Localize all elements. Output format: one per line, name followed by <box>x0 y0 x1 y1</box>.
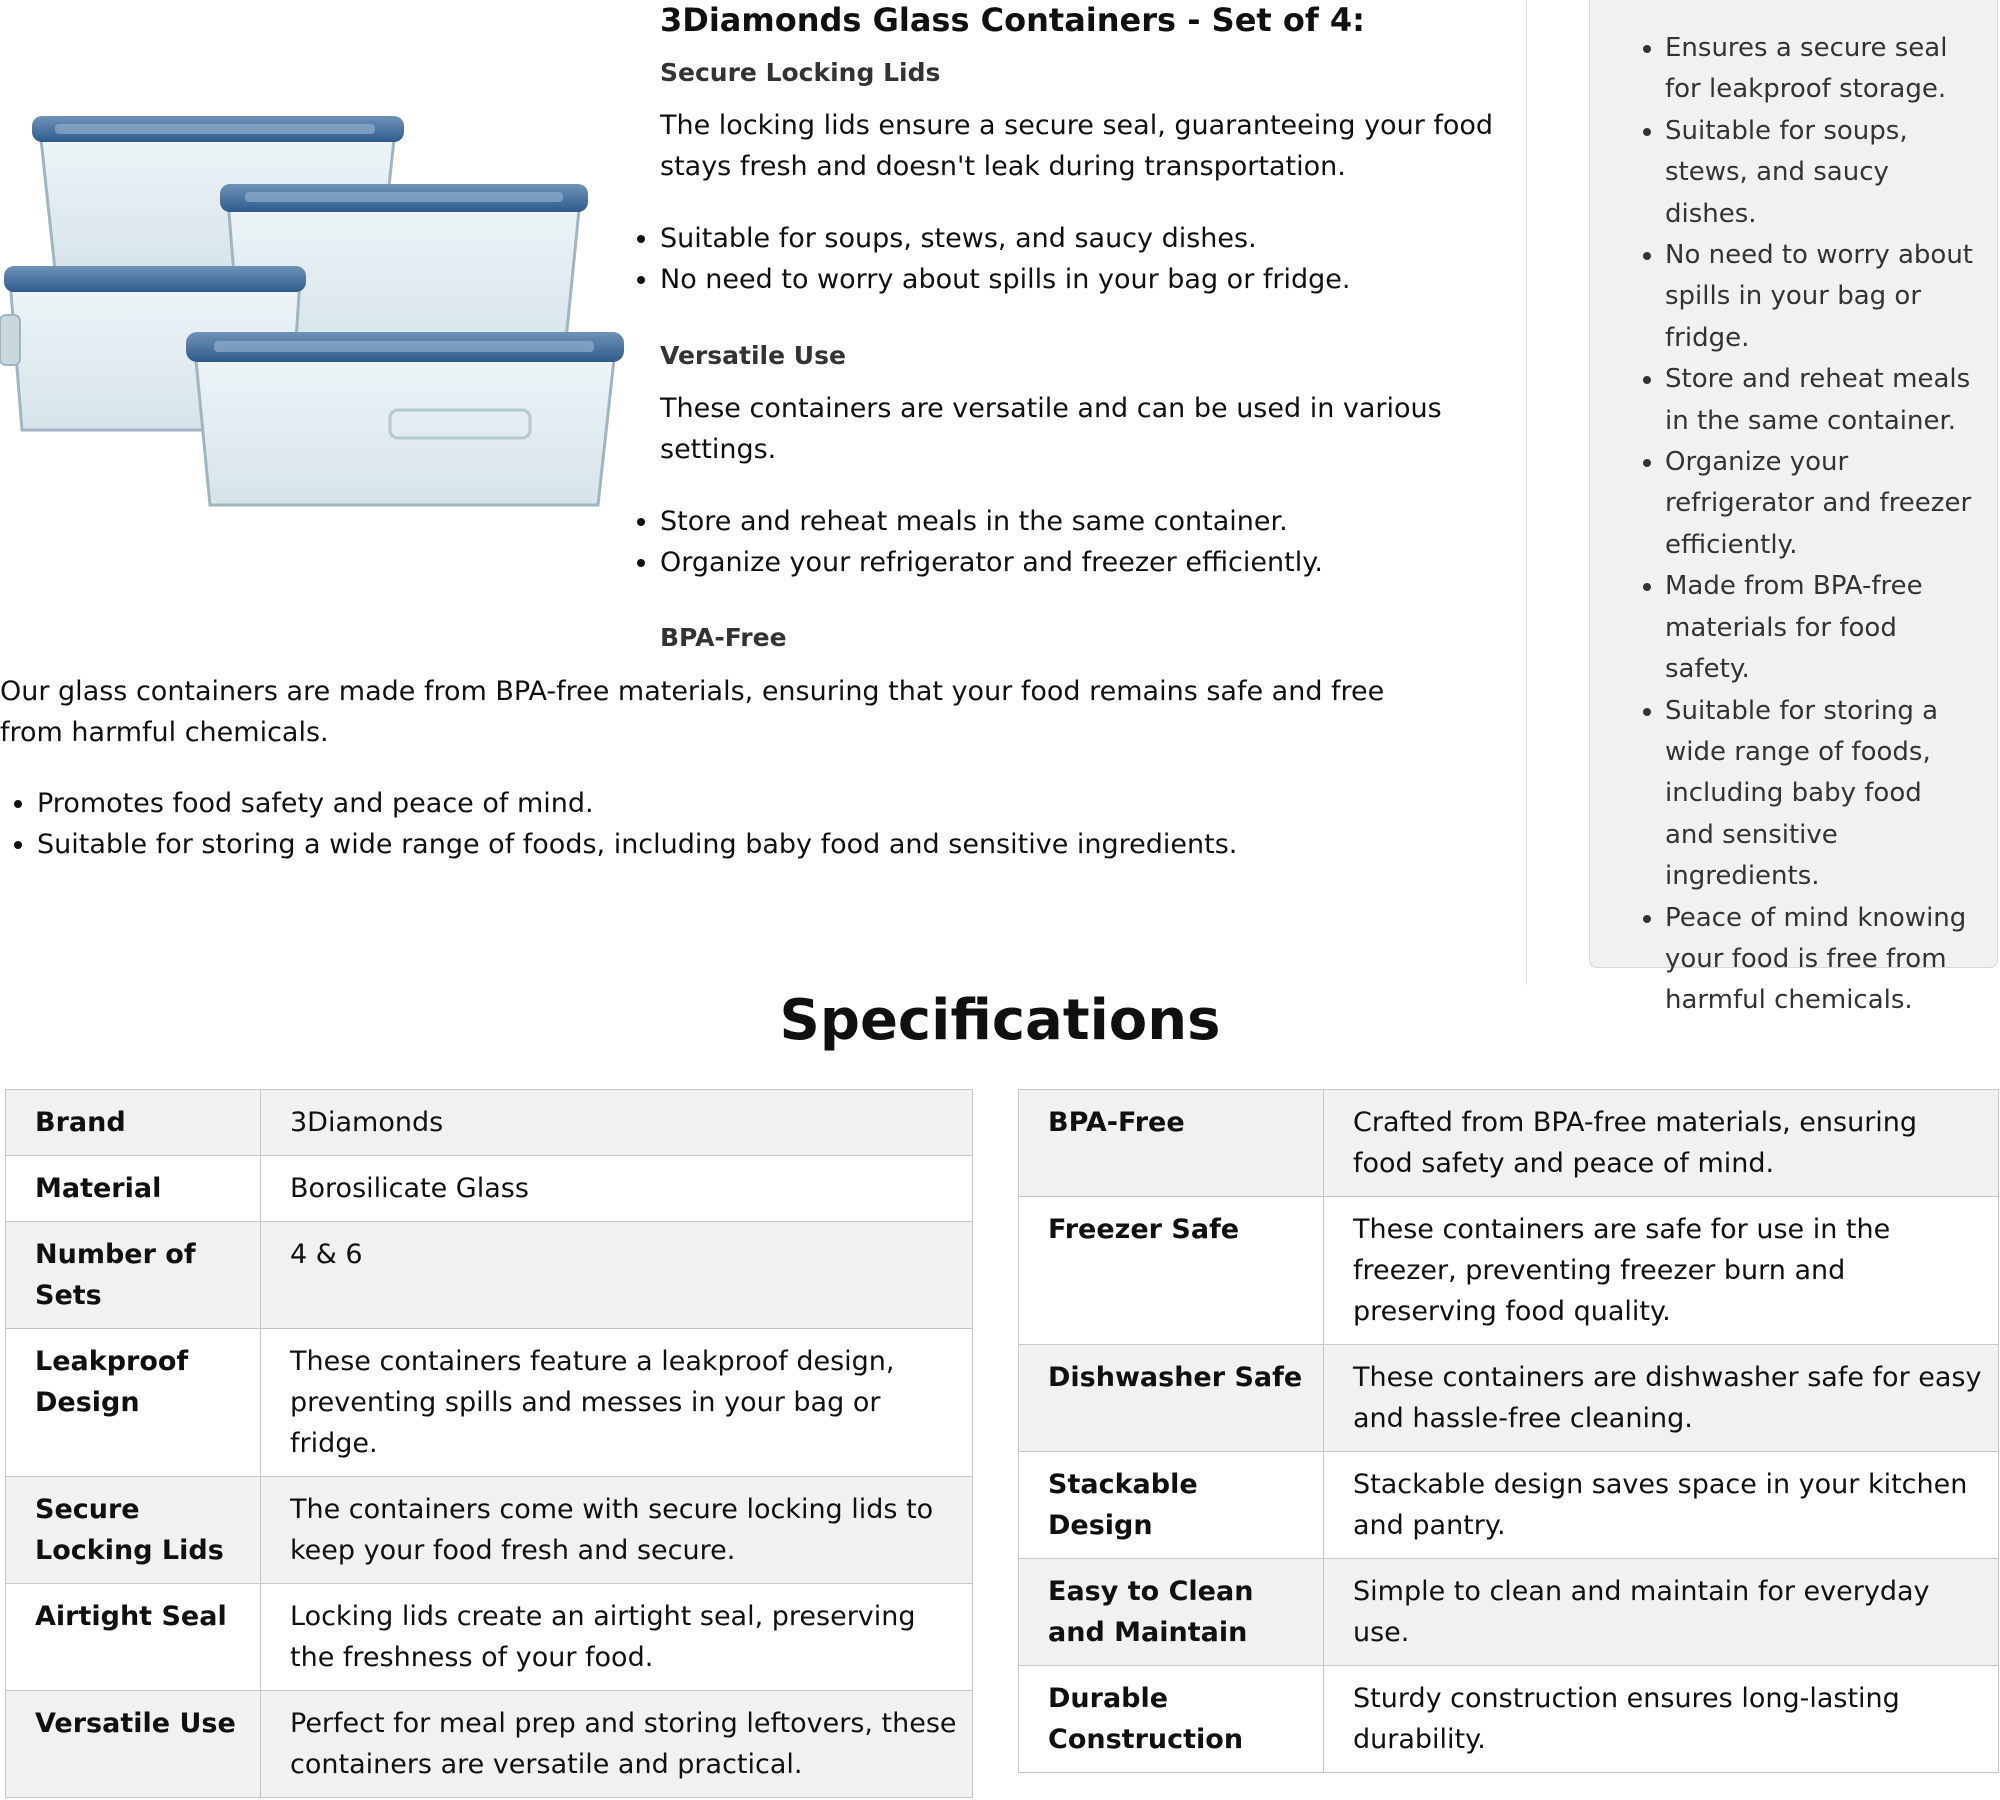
container-front-right <box>186 332 624 505</box>
summary-item: • Suitable for storing a wide range of foods, including baby food and sensitive ingredients. <box>1665 691 1977 898</box>
list-item: • Organize your refrigerator and freezer efficiently. <box>660 542 1323 583</box>
table-row <box>1019 1666 1999 1773</box>
spec-value: Crafted from BPA-free materials, ensuring food safety and peace of mind. <box>1324 1090 1999 1197</box>
list-item: • Suitable for soups, stews, and saucy dishes. <box>660 218 1350 259</box>
table-row <box>6 1477 973 1584</box>
spec-key: Secure Locking Lids <box>6 1477 261 1584</box>
summary-item: • Made from BPA-free materials for food safety. <box>1665 566 1977 690</box>
spec-key: Airtight Seal <box>6 1584 261 1691</box>
specifications-heading: Specifications <box>779 988 1221 1053</box>
spec-key: Freezer Safe <box>1019 1197 1324 1345</box>
table-row <box>6 1156 973 1222</box>
spec-key: Brand <box>6 1090 261 1156</box>
spec-value: These containers are dishwasher safe for easy and hassle-free cleaning. <box>1324 1345 1999 1452</box>
section-heading-locking-lids: Secure Locking Lids <box>660 58 941 87</box>
spec-value: Perfect for meal prep and storing leftovers, these containers are versatile and practical. <box>261 1691 973 1798</box>
spec-value: Borosilicate Glass <box>261 1156 973 1222</box>
vertical-divider <box>1526 0 1527 985</box>
summary-item: • No need to worry about spills in your bag or fridge. <box>1665 235 1977 359</box>
table-row <box>6 1691 973 1798</box>
table-row <box>1019 1090 1999 1197</box>
spec-value: The containers come with secure locking lids to keep your food fresh and secure. <box>261 1477 973 1584</box>
spec-key: BPA-Free <box>1019 1090 1324 1197</box>
list-item: • Promotes food safety and peace of mind. <box>37 783 1237 824</box>
section-text-versatile-use: These containers are versatile and can be used in various settings. <box>660 393 1442 465</box>
spec-value: Locking lids create an airtight seal, preserving the freshness of your food. <box>261 1584 973 1691</box>
section-heading-versatile-use: Versatile Use <box>660 341 846 370</box>
specs-table-right <box>1018 1089 1999 1773</box>
product-image <box>0 80 630 520</box>
section-text-locking-lids: The locking lids ensure a secure seal, guaranteeing your food stays fresh and doesn't leak during transportation. <box>660 110 1494 182</box>
spec-key: Number of Sets <box>6 1222 261 1329</box>
spec-value: 4 & 6 <box>261 1222 973 1329</box>
spec-value: Simple to clean and maintain for everyday use. <box>1324 1559 1999 1666</box>
summary-item: • Suitable for soups, stews, and saucy dishes. <box>1665 111 1977 235</box>
spec-key: Easy to Clean and Maintain <box>1019 1559 1324 1666</box>
summary-item: • Ensures a secure seal for leakproof storage. <box>1665 28 1977 111</box>
product-title: 3Diamonds Glass Containers - Set of 4: <box>660 1 1365 39</box>
table-row <box>1019 1452 1999 1559</box>
table-row <box>1019 1197 1999 1345</box>
list-item: • Store and reheat meals in the same container. <box>660 501 1323 542</box>
specs-table-left <box>5 1089 973 1798</box>
spec-value: These containers are safe for use in the freezer, preventing freezer burn and preserving food quality. <box>1324 1197 1999 1345</box>
section-bullets-locking-lids <box>623 218 1350 300</box>
spec-key: Stackable Design <box>1019 1452 1324 1559</box>
table-row <box>6 1329 973 1477</box>
spec-key: Durable Construction <box>1019 1666 1324 1773</box>
list-item: • No need to worry about spills in your bag or fridge. <box>660 259 1350 300</box>
spec-key: Versatile Use <box>6 1691 261 1798</box>
section-bullets-versatile-use <box>623 501 1323 583</box>
table-row <box>1019 1559 1999 1666</box>
summary-item: • Peace of mind knowing your food is free from harmful chemicals. <box>1665 898 1977 1022</box>
summary-item: • Organize your refrigerator and freezer efficiently. <box>1665 442 1977 566</box>
list-item: • Suitable for storing a wide range of foods, including baby food and sensitive ingredients. <box>37 824 1237 865</box>
spec-key: Material <box>6 1156 261 1222</box>
spec-key: Dishwasher Safe <box>1019 1345 1324 1452</box>
section-heading-bpa-free: BPA-Free <box>660 623 787 652</box>
spec-value: 3Diamonds <box>261 1090 973 1156</box>
section-bullets-bpa-free <box>0 783 1237 865</box>
section-text-bpa-free: Our glass containers are made from BPA-free materials, ensuring that your food remains safe and free from harmful chemicals. <box>0 676 1385 748</box>
spec-value: Stackable design saves space in your kitchen and pantry. <box>1324 1452 1999 1559</box>
table-row <box>6 1222 973 1329</box>
table-row <box>6 1090 973 1156</box>
spec-key: Leakproof Design <box>6 1329 261 1477</box>
table-row <box>6 1584 973 1691</box>
table-row <box>1019 1345 1999 1452</box>
summary-list <box>1590 0 1997 1022</box>
spec-value: These containers feature a leakproof design, preventing spills and messes in your bag or fridge. <box>261 1329 973 1477</box>
summary-item: • Store and reheat meals in the same container. <box>1665 359 1977 442</box>
summary-box <box>1589 0 1998 1016</box>
spec-value: Sturdy construction ensures long-lasting durability. <box>1324 1666 1999 1773</box>
